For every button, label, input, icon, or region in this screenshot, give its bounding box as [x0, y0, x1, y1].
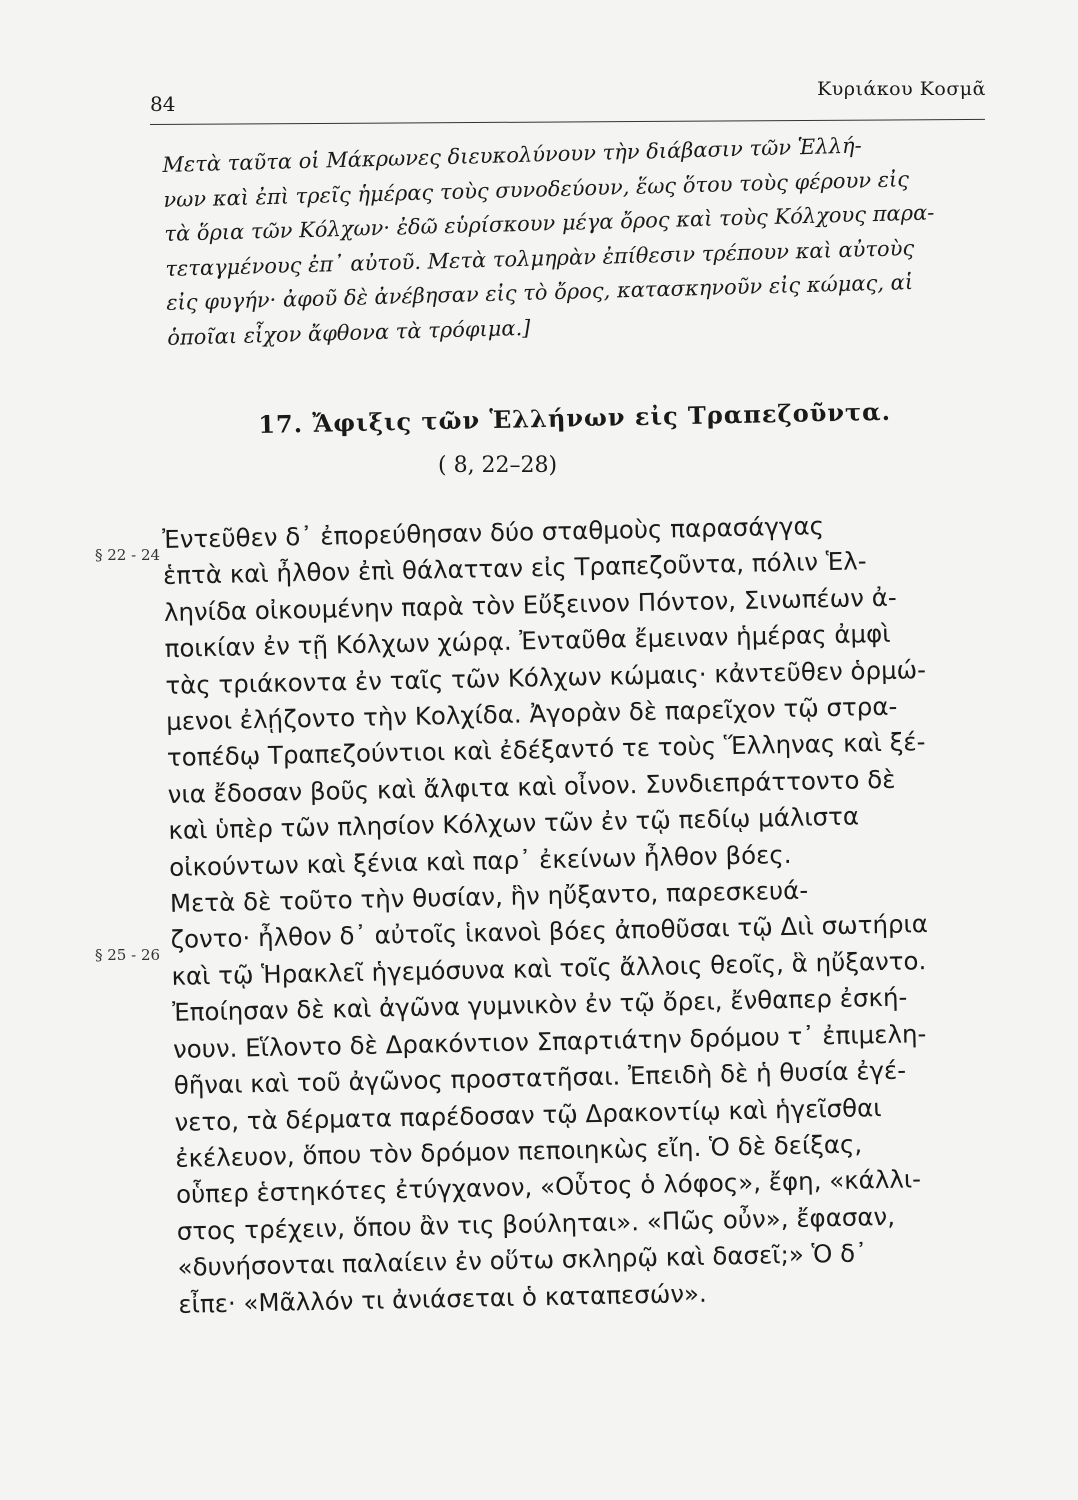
text-line: καὶ τῷ Ἡρακλεῖ ἡγεμόσυνα καὶ τοῖς ἄλλοις θεοῖς, ἃ ηὔξαντο. — [171, 945, 927, 991]
margin-note: § 22 - 24 — [95, 546, 161, 564]
main-text — [162, 504, 1019, 1322]
text-line: καὶ ὑπὲρ τῶν πλησίον Κόλχων τῶν ἐν τῷ πεδίῳ μάλιστα — [168, 801, 860, 846]
text-line: νια ἔδοσαν βοῦς καὶ ἄλφιτα καὶ οἶνον. Συνδιεπράττοντο δὲ — [167, 764, 896, 809]
summary-line: τὰ ὅρια τῶν Κόλχων· ἐδῶ εὑρίσκουν μέγα ὄρος καὶ τοὺς Κόλχους παρα- — [164, 200, 935, 246]
text-line: μενοι ἐλῄζοντο τὴν Κολχίδα. Ἀγορὰν δὲ παρεῖχον τῷ στρα- — [165, 691, 898, 736]
summary-line: Μετὰ ταῦτα οἱ Μάκρωνες διευκολύνουν τὴν διάβασιν τῶν Ἑλλή- — [162, 133, 862, 177]
text-line: ἑπτὰ καὶ ἦλθον ἐπὶ θάλατταν εἰς Τραπεζοῦντα, πόλιν Ἑλ- — [162, 546, 867, 591]
text-line: ποικίαν ἐν τῇ Κόλχων χώρᾳ. Ἐνταῦθα ἔμειναν ἡμέρας ἀμφὶ — [164, 618, 891, 664]
text-line: οἰκούντων καὶ ξένια καὶ παρ᾽ ἐκείνων ἦλθον βόες. — [168, 839, 792, 882]
summary-paragraph — [162, 125, 1002, 355]
text-line: ἐκέλευον, ὅπου τὸν δρόμον πεποιηκὼς εἴη. Ὁ δὲ δείξας, — [175, 1129, 863, 1173]
text-line: νουν. Εἵλοντο δὲ Δρακόντιον Σπαρτιάτην δρόμου τ᾽ ἐπιμελη- — [172, 1018, 927, 1064]
text-line: Ἐντεῦθεν δ᾽ ἐπορεύθησαν δύο σταθμοὺς παρασάγγας — [162, 511, 825, 554]
text-line: Μετὰ δὲ τοῦτο τὴν θυσίαν, ἣν ηὔξαντο, παρεσκευά- — [169, 875, 809, 918]
section-title: 17. Ἄφιξις τῶν Ἑλλήνων εἰς Τραπεζοῦντα. — [258, 396, 892, 439]
summary-line: εἰς φυγήν· ἀφοῦ δὲ ἀνέβησαν εἰς τὸ ὄρος, κατασκηνοῦν εἰς κώμας, αἱ — [165, 270, 914, 315]
margin-note: § 25 - 26 — [95, 946, 161, 964]
text-line: εἶπε· «Μᾶλλόν τι ἀνιάσεται ὁ καταπεσών». — [178, 1278, 708, 1319]
text-line: «δυνήσονται παλαίειν ἐν οὕτω σκληρῷ καὶ δασεῖ;» Ὁ δ᾽ — [177, 1238, 868, 1282]
running-head: Κυριάκου Κοσμᾶ — [817, 78, 986, 100]
text-line: Ἐποίησαν δὲ καὶ ἀγῶνα γυμνικὸν ἐν τῷ ὄρει, ἔνθαπερ ἐσκή- — [171, 982, 908, 1028]
text-line: θῆναι καὶ τοῦ ἀγῶνος προστατῆσαι. Ἐπειδὴ δὲ ἡ θυσία ἐγέ- — [173, 1055, 907, 1100]
text-line: τοπέδῳ Τραπεζούντιοι καὶ ἐδέξαντό τε τοὺς Ἕλληνας καὶ ξέ- — [166, 727, 926, 773]
text-line: τὰς τριάκοντα ἐν ταῖς τῶν Κόλχων κώμαις· κἀντεῦθεν ὁρμώ- — [165, 654, 927, 700]
summary-line: νων καὶ ἐπὶ τρεῖς ἡμέρας τοὺς συνοδεύουν, ἕως ὅτου τοὺς φέρουν εἰς — [163, 166, 910, 212]
header-rule — [150, 119, 985, 125]
summary-line: ὁποῖαι εἶχον ἄφθονα τὰ τρόφιμα.] — [166, 315, 531, 350]
text-line: ληνίδα οἰκουμένην παρὰ τὸν Εὔξεινον Πόντον, Σινωπέων ἀ- — [163, 582, 898, 627]
section-reference: ( 8, 22–28) — [438, 453, 558, 478]
text-line: στος τρέχειν, ὅπου ἂν τις βούληται». «Πῶς οὖν», ἔφασαν, — [176, 1201, 896, 1246]
text-line: οὗπερ ἑστηκότες ἐτύγχανον, «Οὗτος ὁ λόφος», ἔφη, «κάλλι- — [175, 1164, 922, 1210]
page-number: 84 — [150, 92, 176, 116]
text-line: ζοντο· ἦλθον δ᾽ αὐτοῖς ἱκανοὶ βόες ἀποθῦσαι τῷ Διὶ σωτήρια — [170, 909, 929, 955]
text-line: νετο, τὰ δέρματα παρέδοσαν τῷ Δρακοντίῳ καὶ ἡγεῖσθαι — [174, 1092, 882, 1137]
summary-line: τεταγμένους ἐπ᾽ αὐτοῦ. Μετὰ τολμηρὰν ἐπίθεσιν τρέπουν καὶ αὐτοὺς — [165, 235, 915, 281]
